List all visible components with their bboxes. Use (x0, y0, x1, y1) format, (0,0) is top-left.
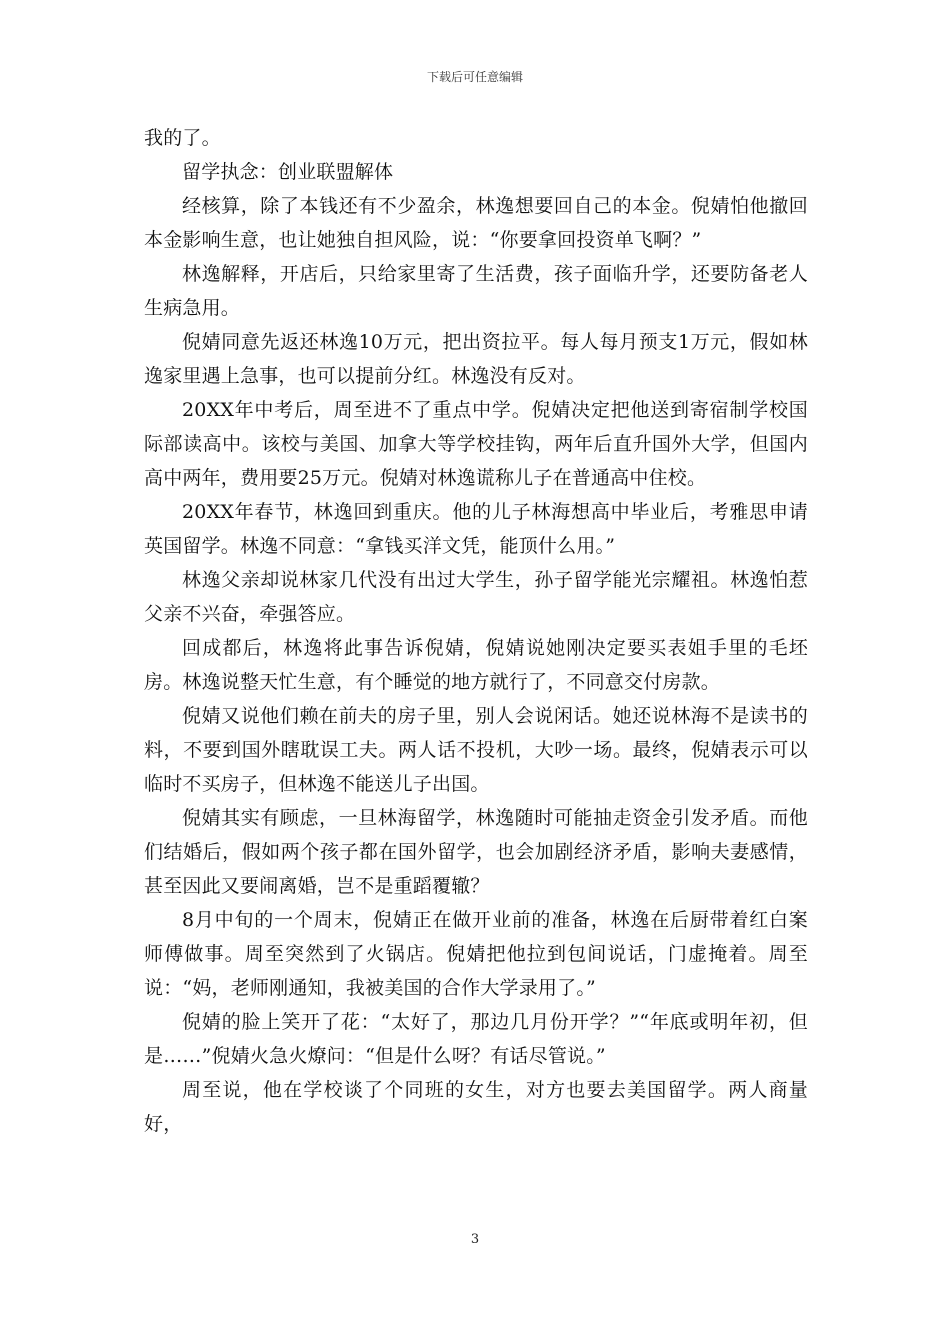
paragraph: 经核算，除了本钱还有不少盈余，林逸想要回自己的本金。倪婧怕他撤回本金影响生意，也让她独自担风险，说：“你要拿回投资单飞啊？” (144, 195, 808, 251)
document-body (144, 121, 808, 1141)
paragraph: 倪婧又说他们赖在前夫的房子里，别人会说闲话。她还说林海不是读书的料，不要到国外瞎耽误工夫。两人话不投机，大吵一场。最终，倪婧表示可以临时不买房子，但林逸不能送儿子出国。 (144, 705, 808, 795)
paragraph: 周至说，他在学校谈了个同班的女生，对方也要去美国留学。两人商量好， (144, 1079, 808, 1135)
page-header: 下载后可任意编辑 (426, 70, 523, 84)
paragraph: 倪婧的脸上笑开了花：“太好了，那边几月份开学？”“年底或明年初，但是……”倪婧火急火燎问：“但是什么呀？有话尽管说。” (144, 1011, 808, 1067)
paragraph: 20XX年中考后，周至进不了重点中学。倪婧决定把他送到寄宿制学校国际部读高中。该校与美国、加拿大等学校挂钩，两年后直升国外大学，但国内高中两年，费用要25万元。倪婧对林逸谎称儿子在普通高中住校。 (144, 399, 808, 489)
paragraph: 留学执念：创业联盟解体 (182, 161, 394, 183)
paragraph: 倪婧同意先返还林逸10万元，把出资拉平。每人每月预支1万元，假如林逸家里遇上急事，也可以提前分红。林逸没有反对。 (144, 331, 808, 387)
paragraph: 倪婧其实有顾虑，一旦林海留学，林逸随时可能抽走资金引发矛盾。而他们结婚后，假如两个孩子都在国外留学，也会加剧经济矛盾，影响夫妻感情，甚至因此又要闹离婚，岂不是重蹈覆辙？ (144, 807, 808, 897)
paragraph: 我的了。 (144, 127, 221, 149)
page-number: 3 (470, 1232, 480, 1247)
paragraph: 林逸父亲却说林家几代没有出过大学生，孙子留学能光宗耀祖。林逸怕惹父亲不兴奋，牵强答应。 (144, 569, 808, 625)
paragraph: 林逸解释，开店后，只给家里寄了生活费，孩子面临升学，还要防备老人生病急用。 (144, 263, 808, 319)
paragraph: 回成都后，林逸将此事告诉倪婧，倪婧说她刚决定要买表姐手里的毛坯房。林逸说整天忙生意，有个睡觉的地方就行了，不同意交付房款。 (144, 637, 808, 693)
paragraph: 20XX年春节，林逸回到重庆。他的儿子林海想高中毕业后，考雅思申请英国留学。林逸不同意：“拿钱买洋文凭，能顶什么用。” (144, 501, 808, 557)
paragraph: 8月中旬的一个周末，倪婧正在做开业前的准备，林逸在后厨带着红白案师傅做事。周至突然到了火锅店。倪婧把他拉到包间说话，门虚掩着。周至说：“妈，老师刚通知，我被美国的合作大学录用了。” (144, 909, 808, 999)
